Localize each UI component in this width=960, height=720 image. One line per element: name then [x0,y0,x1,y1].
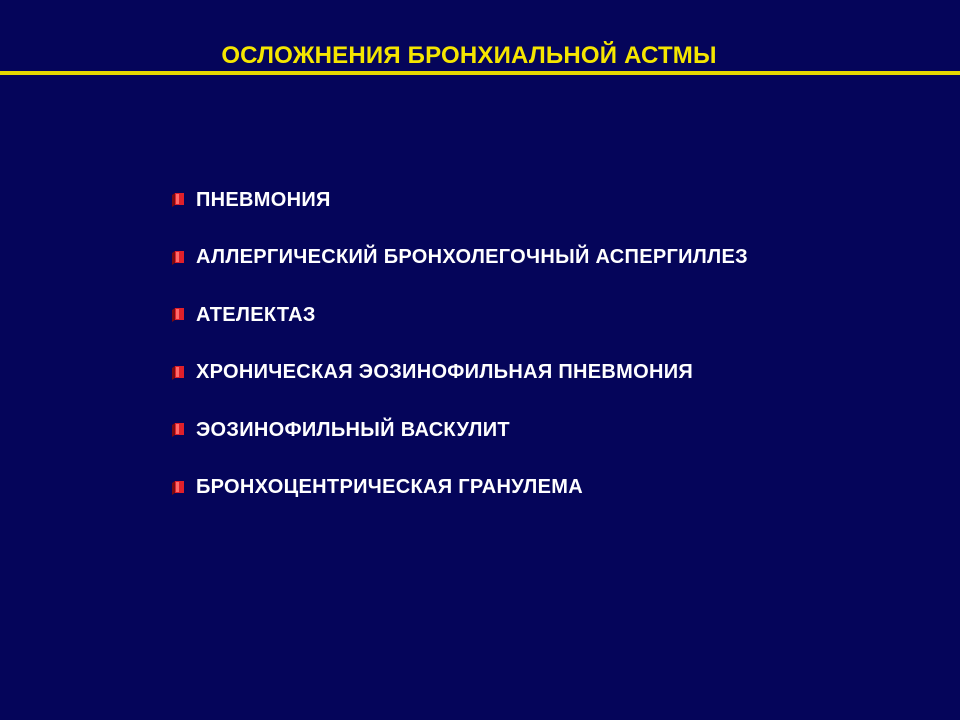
bullet-icon [172,308,184,322]
bullet-icon [172,193,184,207]
item-label: АЛЛЕРГИЧЕСКИЙ БРОНХОЛЕГОЧНЫЙ АСПЕРГИЛЛЕЗ [196,246,748,268]
bullet-icon [172,481,184,495]
bullet-icon [172,251,184,265]
bullet-icon [172,423,184,437]
item-label: ХРОНИЧЕСКАЯ ЭОЗИНОФИЛЬНАЯ ПНЕВМОНИЯ [196,361,694,383]
list-item [172,356,748,390]
title-underline [0,71,960,75]
list-item [172,183,748,217]
item-label: БРОНХОЦЕНТРИЧЕСКАЯ ГРАНУЛЕМА [196,476,583,498]
bullet-list [172,183,748,528]
slide-title: ОСЛОЖНЕНИЯ БРОНХИАЛЬНОЙ АСТМЫ [221,42,717,69]
item-label: ПНЕВМОНИЯ [196,188,331,211]
item-label: ЭОЗИНОФИЛЬНЫЙ ВАСКУЛИТ [196,418,510,441]
list-item [172,413,748,447]
item-label: АТЕЛЕКТАЗ [196,303,316,326]
list-item [172,241,748,275]
list-item [172,471,748,505]
list-item [172,298,748,332]
bullet-icon [172,366,184,380]
